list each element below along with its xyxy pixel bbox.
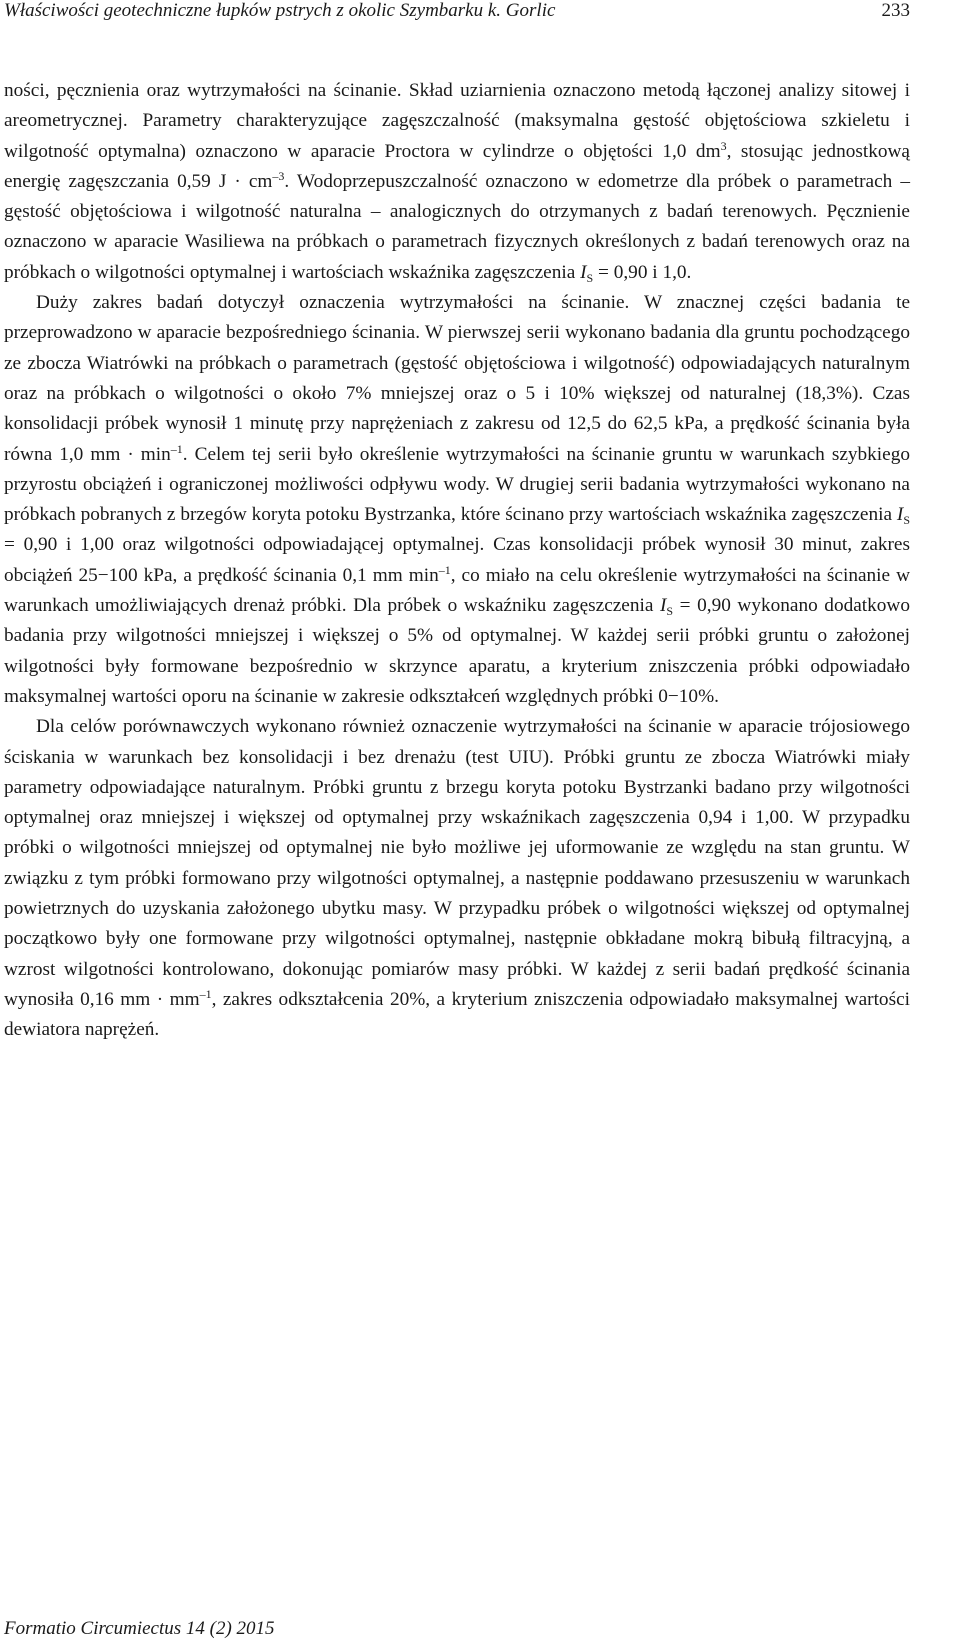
text-segment: = 0,90 wykonano dodatkowo badania przy wilgotności mniejszej i większej o 5% od optymalnej. W każdej serii próbki gruntu o założonej wilgotności były formowane bezpośrednio w skrzynce aparatu, a kryterium zniszczenia próbki odpowiadało maksymalnej wartości oporu na ścinanie w zakresie odkształceń względnych próbki 0−10%. (4, 595, 910, 707)
journal-footer: Formatio Circumiectus 14 (2) 2015 (4, 1618, 275, 1639)
text-segment: , zakres odkształcenia 20%, a kryterium zniszczenia odpowiadało maksymalnej wartości dewiatora naprężeń. (4, 988, 910, 1041)
text-segment: , stosując jednostkową energię zagęszczania 0,59 J · cm (4, 140, 910, 192)
text-segment: Duży zakres badań dotyczył oznaczenia wytrzymałości na ścinanie. W znacznej części badania te przeprowadzono w aparacie bezpośredniego ścinania. W pierwszej serii wykonano badania dla gruntu pochodzącego ze zbocza Wiatrówki na próbkach o parametrach (gęstość objętościowa i wilgotność) odpowiadających naturalnym oraz na próbkach o wilgotności o około 7% mniejszej oraz o 5 i 10% większej od naturalnej (18,3%). Czas konsolidacji próbek wynosił 1 minutę przy naprężeniach z zakresu od 12,5 do 62,5 kPa, a prędkość ścinania była równa 1,0 mm · min (4, 292, 910, 465)
page-header (4, 0, 910, 30)
text-segment: = 0,90 i 1,00 oraz wilgotności odpowiadającej optymalnej. Czas konsolidacji próbek wynosił 30 minut, zakres obciążeń 25−100 kPa, a prędkość ścinania 0,1 mm min (4, 534, 910, 586)
subscript: S (666, 604, 674, 619)
page-number: 233 (881, 0, 910, 21)
subscript: S (903, 513, 910, 528)
symbol-italic: I (896, 504, 904, 526)
paragraph-1 (4, 76, 910, 288)
superscript: –1 (170, 441, 183, 456)
text-segment: ności, pęcznienia oraz wytrzymałości na ścinanie. Skład uziarnienia oznaczono metodą łączonej analizy sitowej i areometrycznej. Parametry charakteryzujące zagęszczalność (maksymalna gęstość objętościowa szkieletu i wilgotność optymalna) oznaczono w aparacie Proctora w cylindrze o objętości 1,0 dm (4, 80, 910, 162)
running-title: Właściwości geotechniczne łupków pstrych z okolic Szymbarku k. Gorlic (4, 0, 556, 21)
text-segment: Dla celów porównawczych wykonano również oznaczenie wytrzymałości na ścinanie w aparacie trójosiowego ściskania w warunkach bez konsolidacji i bez drenażu (test UIU). Próbki gruntu ze zbocza Wiatrówki miały parametry odpowiadające naturalnym. Próbki gruntu z brzegu koryta potoku Bystrzanki badano przy wilgotności optymalnej oraz mniejszej i większej od optymalnej przy wskaźnikach zagęszczenia 0,94 i 1,00. W przypadku próbki o wilgotności mniejszej od optymalnej nie było możliwe jej uformowanie ze względu na stan gruntu. W związku z tym próbki formowano przy wilgotności optymalnej, a następnie poddawano przesuszeniu w warunkach powietrznych do uzyskania założonego ubytku masy. W przypadku próbek o wilgotności większej od optymalnej początkowo były one formowane przy wilgotności optymalnej, następnie obkładane mokrą bibułą filtracyjną, a wzrost wilgotności kontrolowano, dokonując pomiarów masy próbki. W każdej z serii badań prędkość ścinania wynosiła 0,16 mm · mm (4, 716, 910, 1010)
subscript: S (586, 270, 594, 285)
text-segment: , co miało na celu określenie wytrzymałości na ścinanie w warunkach umożliwiających drenaż próbki. Dla próbek o wskaźniku zagęszczenia (4, 564, 910, 617)
symbol-italic: I (580, 261, 587, 283)
paragraph-2 (4, 288, 910, 712)
article-body (4, 76, 910, 1046)
superscript: –1 (438, 562, 451, 577)
text-segment: . Celem tej serii było określenie wytrzymałości na ścinanie gruntu w warunkach szybkiego przyrostu obciążeń i ograniczonej możliwości odpływu wody. W drugiej serii badania wytrzymałości wykonano na próbkach pobranych z brzegów koryta potoku Bystrzanka, które ścinano przy wartościach wskaźnika zagęszczenia (4, 443, 910, 526)
superscript: –3 (272, 168, 285, 183)
paragraph-3 (4, 712, 910, 1045)
symbol-italic: I (660, 595, 667, 617)
superscript: –1 (199, 986, 212, 1001)
text-segment: = 0,90 i 1,0. (593, 261, 692, 283)
text-segment: . Wodoprzepuszczalność oznaczono w edometrze dla próbek o parametrach – gęstość objętościowa i wilgotność naturalna – analogicznych do otrzymanych z badań terenowych. Pęcznienie oznaczono w aparacie Wasiliewa na próbkach o parametrach fizycznych określonych z badań terenowych oraz na próbkach o wilgotności optymalnej i wartościach wskaźnika zagęszczenia (4, 170, 910, 283)
superscript: 3 (720, 138, 727, 153)
